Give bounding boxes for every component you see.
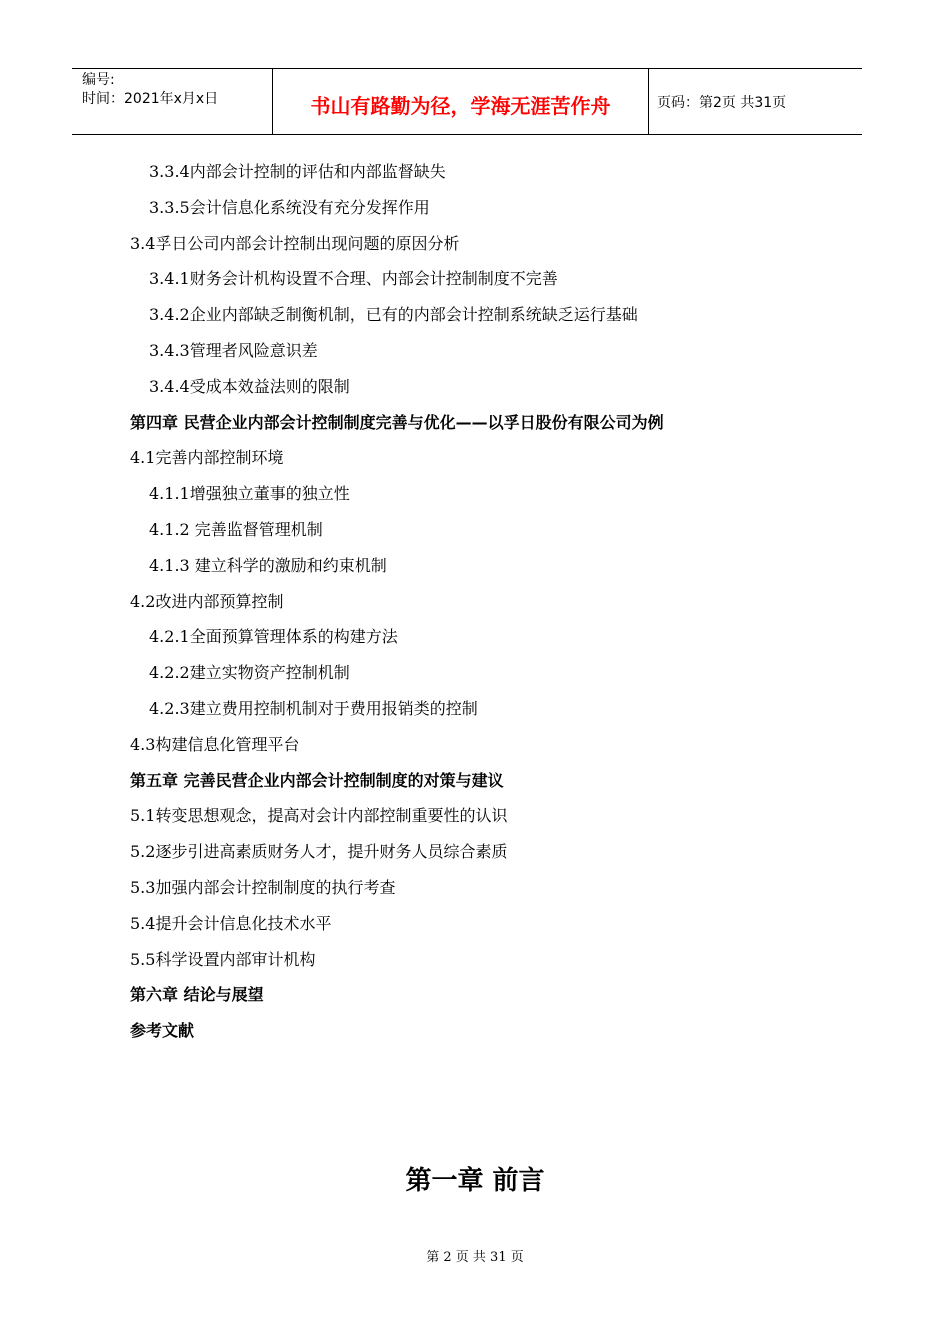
toc-entry: 3.3.5会计信息化系统没有充分发挥作用	[149, 197, 430, 217]
page-header	[72, 68, 862, 135]
toc-entry: 5.4提升会计信息化技术水平	[130, 913, 332, 933]
toc-entry: 4.1.2 完善监督管理机制	[149, 519, 323, 539]
toc-entry: 5.5科学设置内部审计机构	[130, 949, 316, 969]
page-footer: 第 2 页 共 31 页	[426, 1250, 524, 1265]
toc-entry: 4.2改进内部预算控制	[130, 591, 284, 611]
table-of-contents	[130, 154, 830, 1049]
toc-entry: 3.4.4受成本效益法则的限制	[149, 376, 350, 396]
time-label: 时间：2021年x月x日	[82, 91, 219, 107]
number-label: 编号:	[82, 72, 115, 88]
toc-chapter-entry: 第四章 民营企业内部会计控制制度完善与优化——以孚日股份有限公司为例	[130, 412, 664, 432]
toc-entry: 4.1.3 建立科学的激励和约束机制	[149, 555, 387, 575]
toc-entry: 3.4孚日公司内部会计控制出现问题的原因分析	[130, 233, 460, 253]
chapter-title: 第一章 前言	[405, 1166, 545, 1196]
toc-entry: 4.2.2建立实物资产控制机制	[149, 663, 350, 683]
toc-entry: 5.1转变思想观念，提高对会计内部控制重要性的认识	[130, 806, 508, 826]
toc-entry: 4.2.3建立费用控制机制对于费用报销类的控制	[149, 698, 478, 718]
toc-entry: 4.1.1增强独立董事的独立性	[149, 484, 350, 504]
toc-chapter-entry: 第六章 结论与展望	[130, 985, 264, 1005]
toc-entry: 4.3构建信息化管理平台	[130, 734, 300, 754]
toc-entry: 3.4.3管理者风险意识差	[149, 340, 318, 360]
toc-entry: 4.2.1全面预算管理体系的构建方法	[149, 627, 398, 647]
toc-entry: 3.3.4内部会计控制的评估和内部监督缺失	[149, 162, 446, 181]
toc-chapter-entry: 参考文献	[130, 1021, 195, 1041]
toc-entry: 4.1完善内部控制环境	[130, 448, 284, 468]
toc-entry: 5.3加强内部会计控制制度的执行考查	[130, 877, 396, 897]
toc-chapter-entry: 第五章 完善民营企业内部会计控制制度的对策与建议	[130, 770, 504, 790]
header-meta	[72, 69, 273, 134]
toc-entry: 3.4.1财务会计机构设置不合理、内部会计控制制度不完善	[149, 269, 558, 289]
header-motto: 书山有路勤为径，学海无涯苦作舟	[273, 69, 649, 134]
toc-entry: 3.4.2企业内部缺乏制衡机制，已有的内部会计控制系统缺乏运行基础	[149, 305, 638, 325]
header-page-code: 页码：第2页 共31页	[657, 94, 787, 111]
toc-entry: 5.2逐步引进高素质财务人才，提升财务人员综合素质	[130, 842, 508, 862]
